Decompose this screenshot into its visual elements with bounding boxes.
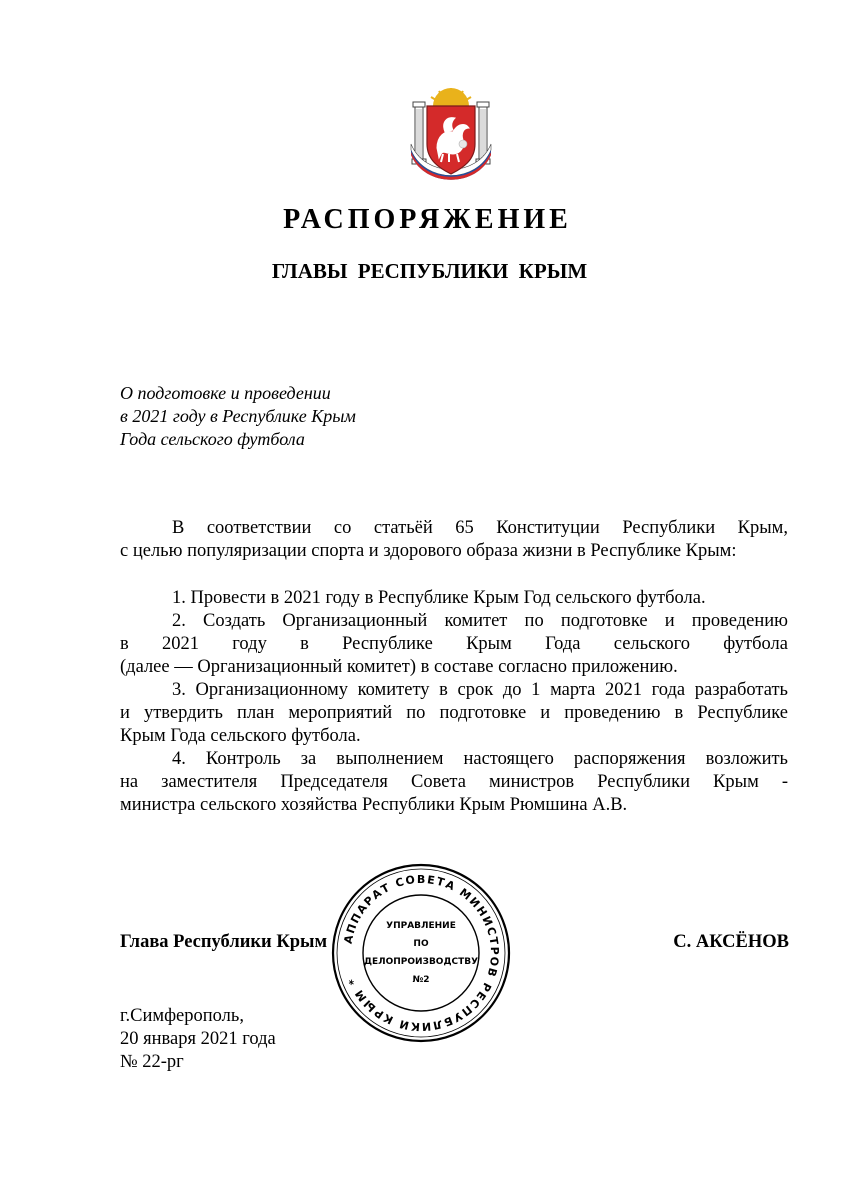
document-subtitle: ГЛАВЫ РЕСПУБЛИКИ КРЫМ bbox=[271, 259, 588, 283]
stamp-center-line: ПО bbox=[413, 939, 429, 949]
signatory-position: Глава Республики Крым bbox=[120, 932, 328, 952]
document-body bbox=[120, 517, 788, 817]
official-stamp-icon bbox=[330, 862, 512, 1044]
stamp-center-line: ДЕЛОПРОИЗВОДСТВУ bbox=[363, 957, 479, 967]
issue-details bbox=[120, 1005, 276, 1074]
item-paragraph-1 bbox=[120, 587, 788, 610]
item-line: на заместителя Председателя Совета министров Республики Крым - bbox=[120, 772, 788, 792]
issue-place: г.Симферополь, bbox=[120, 1006, 244, 1026]
subject-line: Года сельского футбола bbox=[120, 429, 305, 449]
item-line: (далее — Организационный комитет) в составе согласно приложению. bbox=[120, 657, 678, 677]
preamble-paragraph bbox=[120, 517, 788, 563]
item-line: Крым Года сельского футбола. bbox=[120, 726, 361, 746]
item-paragraph-4 bbox=[120, 748, 788, 817]
svg-text:АППАРАТ СОВЕТА МИНИСТРОВ РЕСПУ bbox=[342, 873, 502, 1033]
item-line: 2. Создать Организационный комитет по подготовке и проведению bbox=[172, 611, 788, 631]
preamble-line: В соответствии со статьёй 65 Конституции Республики Крым, bbox=[172, 518, 788, 538]
stamp-center-line: УПРАВЛЕНИЕ bbox=[386, 921, 456, 931]
item-line: 1. Провести в 2021 году в Республике Крым Год сельского футбола. bbox=[172, 588, 706, 608]
item-line: в 2021 году в Республике Крым Года сельского футбола bbox=[120, 634, 788, 654]
crimea-emblem-icon bbox=[405, 88, 497, 186]
subject-line: в 2021 году в Республике Крым bbox=[120, 406, 356, 426]
subject-line: О подготовке и проведении bbox=[120, 383, 331, 403]
item-line: 3. Организационному комитету в срок до 1 марта 2021 года разработать bbox=[172, 680, 788, 700]
item-line: 4. Контроль за выполнением настоящего распоряжения возложить bbox=[172, 749, 788, 769]
item-paragraph-2 bbox=[120, 610, 788, 679]
signatory-name: С. АКСЁНОВ bbox=[673, 932, 789, 952]
stamp-ring-text: АППАРАТ СОВЕТА МИНИСТРОВ РЕСПУБЛИКИ КРЫМ * bbox=[341, 872, 502, 1034]
subject-block bbox=[120, 382, 540, 451]
item-line: и утвердить план мероприятий по подготовке и проведению в Республике bbox=[120, 703, 788, 723]
stamp-center-line: №2 bbox=[412, 975, 430, 985]
item-paragraph-3 bbox=[120, 679, 788, 748]
document-number: № 22-рг bbox=[120, 1052, 184, 1072]
preamble-line: с целью популяризации спорта и здорового образа жизни в Республике Крым: bbox=[120, 541, 737, 561]
issue-date: 20 января 2021 года bbox=[120, 1029, 276, 1049]
item-line: министра сельского хозяйства Республики Крым Рюмшина А.В. bbox=[120, 795, 628, 815]
document-title: РАСПОРЯЖЕНИЕ bbox=[283, 204, 572, 235]
